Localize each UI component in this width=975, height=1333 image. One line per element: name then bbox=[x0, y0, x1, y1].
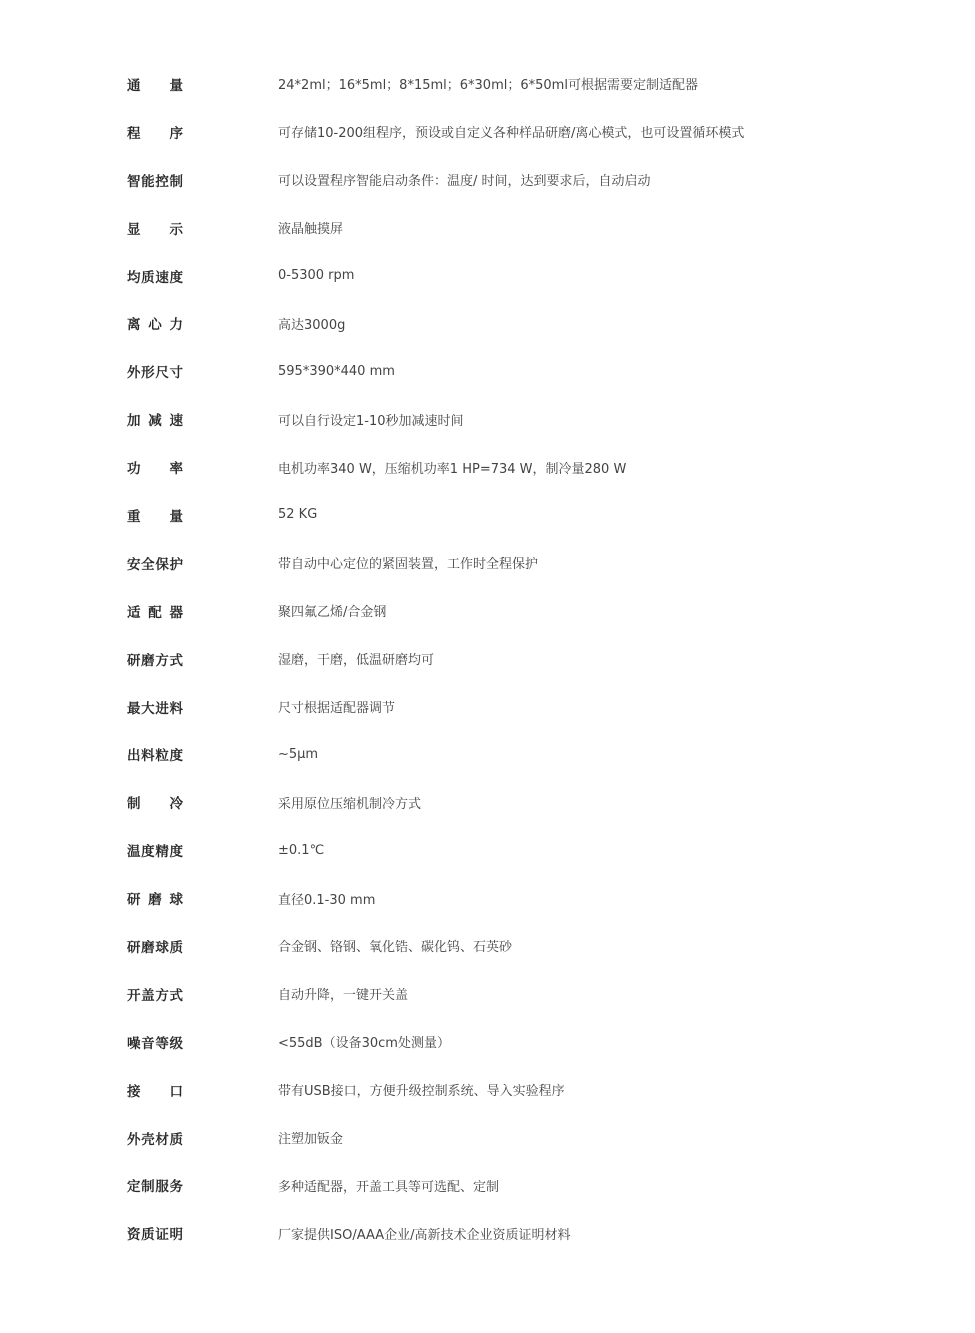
spec-value: 尺寸根据适配器调节 bbox=[278, 701, 396, 717]
spec-value: 电机功率340 W，压缩机功率1 HP=734 W，制冷量280 W bbox=[278, 461, 627, 477]
spec-row bbox=[127, 252, 887, 300]
spec-value: 24*2ml；16*5ml；8*15ml；6*30ml；6*50ml可根据需要定制适配器 bbox=[278, 78, 698, 94]
spec-label: 功率 bbox=[127, 461, 183, 478]
spec-label: 显示 bbox=[127, 221, 183, 238]
spec-label: 研磨方式 bbox=[127, 652, 183, 669]
spec-label: 均质速度 bbox=[127, 269, 183, 286]
spec-value: 可存储10-200组程序，预设或自定义各种样品研磨/离心模式，也可设置循环模式 bbox=[278, 126, 745, 142]
spec-label: 出料粒度 bbox=[127, 748, 183, 765]
spec-value: 湿磨，干磨，低温研磨均可 bbox=[278, 653, 435, 669]
spec-row bbox=[127, 730, 887, 778]
spec-value: 带自动中心定位的紧固装置，工作时全程保护 bbox=[278, 557, 539, 573]
spec-label: 外壳材质 bbox=[127, 1131, 183, 1148]
spec-label: 开盖方式 bbox=[127, 987, 183, 1004]
spec-value: 可以自行设定1-10秒加减速时间 bbox=[278, 413, 464, 429]
spec-label: 适配器 bbox=[127, 604, 183, 621]
spec-value: 0-5300 rpm bbox=[278, 268, 355, 283]
spec-row bbox=[127, 635, 887, 683]
spec-row bbox=[127, 299, 887, 347]
spec-value: 595*390*440 mm bbox=[278, 363, 395, 379]
spec-label: 噪音等级 bbox=[127, 1035, 183, 1052]
spec-label: 外形尺寸 bbox=[127, 365, 183, 382]
spec-row bbox=[127, 108, 887, 156]
spec-row bbox=[127, 60, 887, 108]
spec-row bbox=[127, 1161, 887, 1209]
spec-row bbox=[127, 395, 887, 443]
spec-label: 资质证明 bbox=[127, 1227, 183, 1244]
spec-table bbox=[127, 60, 887, 1257]
spec-value: 采用原位压缩机制冷方式 bbox=[278, 796, 422, 812]
spec-value: 注塑加钣金 bbox=[278, 1132, 344, 1148]
spec-value: 带有USB接口，方便升级控制系统、导入实验程序 bbox=[278, 1084, 565, 1100]
spec-row bbox=[127, 347, 887, 395]
spec-label: 智能控制 bbox=[127, 173, 183, 190]
spec-row bbox=[127, 1209, 887, 1257]
spec-value: 可以设置程序智能启动条件：温度/ 时间，达到要求后，自动启动 bbox=[278, 174, 651, 190]
spec-value: 合金钢、铬钢、氧化锆、碳化钨、石英砂 bbox=[278, 940, 513, 956]
spec-value: <55dB（设备30cm处测量） bbox=[278, 1036, 450, 1052]
spec-label: 温度精度 bbox=[127, 844, 183, 861]
spec-row bbox=[127, 922, 887, 970]
spec-row bbox=[127, 1018, 887, 1066]
spec-value: 自动升降，一键开关盖 bbox=[278, 988, 409, 1004]
spec-value: 52 KG bbox=[278, 507, 318, 523]
spec-row bbox=[127, 826, 887, 874]
spec-row bbox=[127, 970, 887, 1018]
spec-label: 制冷 bbox=[127, 796, 183, 813]
spec-row bbox=[127, 1066, 887, 1114]
spec-row bbox=[127, 683, 887, 731]
spec-row bbox=[127, 156, 887, 204]
spec-value: ±0.1℃ bbox=[278, 842, 325, 858]
spec-label: 定制服务 bbox=[127, 1179, 183, 1196]
spec-value: 厂家提供ISO/AAA企业/高新技术企业资质证明材料 bbox=[278, 1227, 571, 1243]
spec-value: 聚四氟乙烯/合金钢 bbox=[278, 605, 387, 621]
spec-row bbox=[127, 204, 887, 252]
spec-label: 研磨球 bbox=[127, 892, 183, 909]
spec-value: 直径0.1-30 mm bbox=[278, 892, 376, 908]
spec-row bbox=[127, 443, 887, 491]
spec-row bbox=[127, 539, 887, 587]
spec-row bbox=[127, 874, 887, 922]
spec-value: 多种适配器，开盖工具等可选配、定制 bbox=[278, 1179, 500, 1195]
spec-label: 程序 bbox=[127, 125, 183, 142]
spec-row bbox=[127, 1114, 887, 1162]
spec-row bbox=[127, 587, 887, 635]
spec-row bbox=[127, 778, 887, 826]
spec-label: 接口 bbox=[127, 1083, 183, 1100]
spec-value: 液晶触摸屏 bbox=[278, 222, 344, 238]
spec-label: 研磨球质 bbox=[127, 939, 183, 956]
spec-label: 安全保护 bbox=[127, 556, 183, 573]
spec-label: 通量 bbox=[127, 77, 183, 94]
spec-value: ~5μm bbox=[278, 746, 319, 762]
spec-value: 高达3000g bbox=[278, 317, 346, 333]
spec-label: 离心力 bbox=[127, 317, 183, 334]
spec-row bbox=[127, 491, 887, 539]
spec-label: 重量 bbox=[127, 508, 183, 525]
spec-label: 最大进料 bbox=[127, 700, 183, 717]
spec-label: 加减速 bbox=[127, 413, 183, 430]
